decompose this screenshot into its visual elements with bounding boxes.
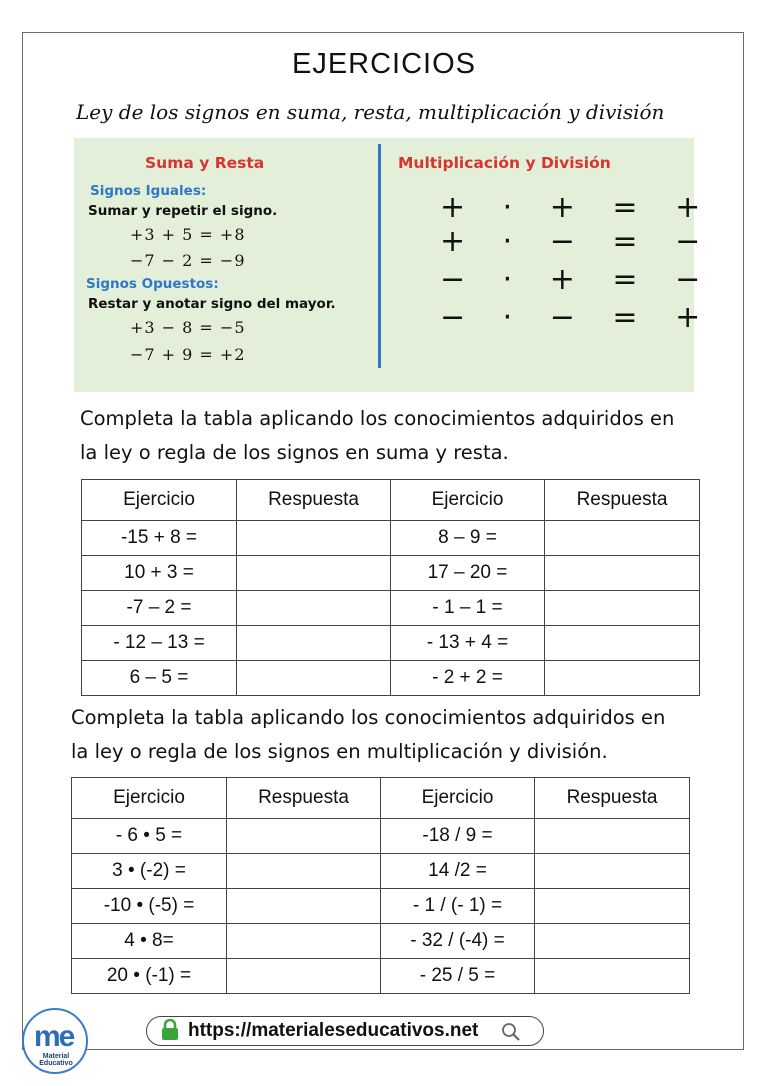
mult-heading: Multiplicación y División [398,154,611,172]
instruction-mult-line1: Completa la tabla aplicando los conocimientos adquiridos en [71,706,666,729]
exercise-cell: - 25 / 5 = [381,959,535,994]
equal-example-1: +3 + 5 = +8 [130,225,246,244]
exercise-cell: - 13 + 4 = [391,626,545,661]
instruction-mult-line2: la ley o regla de los signos en multiplicación y división. [71,740,608,763]
equal-signs-rule: Sumar y repetir el signo. [88,203,278,219]
exercise-cell: - 32 / (-4) = [381,924,535,959]
header-ejercicio: Ejercicio [381,778,535,819]
answer-cell[interactable] [227,854,381,889]
mult-exercise-table [71,777,690,994]
answer-cell[interactable] [545,591,700,626]
logo-mark: me [34,1020,74,1053]
answer-cell[interactable] [535,959,690,994]
magnifier-icon[interactable] [500,1021,522,1043]
table-row [72,854,690,889]
exercise-cell: - 2 + 2 = [391,661,545,696]
answer-cell[interactable] [545,661,700,696]
answer-cell[interactable] [227,924,381,959]
answer-cell[interactable] [237,661,391,696]
answer-cell[interactable] [535,819,690,854]
page-title: EJERCICIOS [291,48,477,80]
opposite-signs-rule: Restar y anotar signo del mayor. [88,296,336,312]
sum-heading: Suma y Resta [145,154,265,172]
exercise-cell: 3 • (-2) = [72,854,227,889]
opposite-signs-label: Signos Opuestos: [86,276,219,292]
answer-cell[interactable] [237,521,391,556]
sign-rule-4: − · − = + [440,300,715,335]
exercise-cell: - 12 – 13 = [82,626,237,661]
exercise-cell: 6 – 5 = [82,661,237,696]
header-ejercicio: Ejercicio [391,480,545,521]
exercise-cell: -18 / 9 = [381,819,535,854]
exercise-cell: -7 – 2 = [82,591,237,626]
answer-cell[interactable] [237,556,391,591]
instruction-sum-line2: la ley o regla de los signos en suma y resta. [80,441,509,464]
table-row [82,626,700,661]
answer-cell[interactable] [237,626,391,661]
header-respuesta: Respuesta [545,480,700,521]
exercise-cell: - 1 / (- 1) = [381,889,535,924]
rules-divider [378,144,381,368]
opposite-example-2: −7 + 9 = +2 [130,345,246,364]
answer-cell[interactable] [227,889,381,924]
answer-cell[interactable] [227,959,381,994]
sum-exercise-table [81,479,700,696]
website-link[interactable]: https://materialeseducativos.net [188,1020,479,1041]
exercise-cell: 20 • (-1) = [72,959,227,994]
instruction-mult [71,701,665,769]
sign-rule-2: + · − = − [440,224,715,259]
logo-caption: Material Educativo [39,1053,73,1067]
exercise-cell: 4 • 8= [72,924,227,959]
exercise-cell: 10 + 3 = [82,556,237,591]
equal-signs-label: Signos Iguales: [90,183,207,199]
answer-cell[interactable] [535,924,690,959]
table-row [72,889,690,924]
header-respuesta: Respuesta [237,480,391,521]
header-respuesta: Respuesta [535,778,690,819]
opposite-example-1: +3 − 8 = −5 [130,318,246,337]
exercise-cell: - 6 • 5 = [72,819,227,854]
exercise-cell: 17 – 20 = [391,556,545,591]
answer-cell[interactable] [545,521,700,556]
sign-rule-1: + · + = + [440,190,715,225]
equal-example-2: −7 − 2 = −9 [130,251,246,270]
answer-cell[interactable] [535,889,690,924]
exercise-cell: 8 – 9 = [391,521,545,556]
answer-cell[interactable] [545,556,700,591]
table-row [82,661,700,696]
table-row [82,521,700,556]
exercise-cell: 14 /2 = [381,854,535,889]
table-row [72,924,690,959]
header-ejercicio: Ejercicio [82,480,237,521]
table-row [82,556,700,591]
lock-icon [160,1018,180,1042]
instruction-sum [80,402,674,470]
answer-cell[interactable] [237,591,391,626]
answer-cell[interactable] [227,819,381,854]
answer-cell[interactable] [545,626,700,661]
answer-cell[interactable] [535,854,690,889]
header-respuesta: Respuesta [227,778,381,819]
header-ejercicio: Ejercicio [72,778,227,819]
table-row [82,591,700,626]
exercise-cell: - 1 – 1 = [391,591,545,626]
instruction-sum-line1: Completa la tabla aplicando los conocimientos adquiridos en [80,407,675,430]
page-subtitle: Ley de los signos en suma, resta, multiplicación y división [76,100,665,124]
sign-rule-3: − · + = − [440,262,715,297]
table-row [72,959,690,994]
exercise-cell: -15 + 8 = [82,521,237,556]
table-row [72,819,690,854]
exercise-cell: -10 • (-5) = [72,889,227,924]
